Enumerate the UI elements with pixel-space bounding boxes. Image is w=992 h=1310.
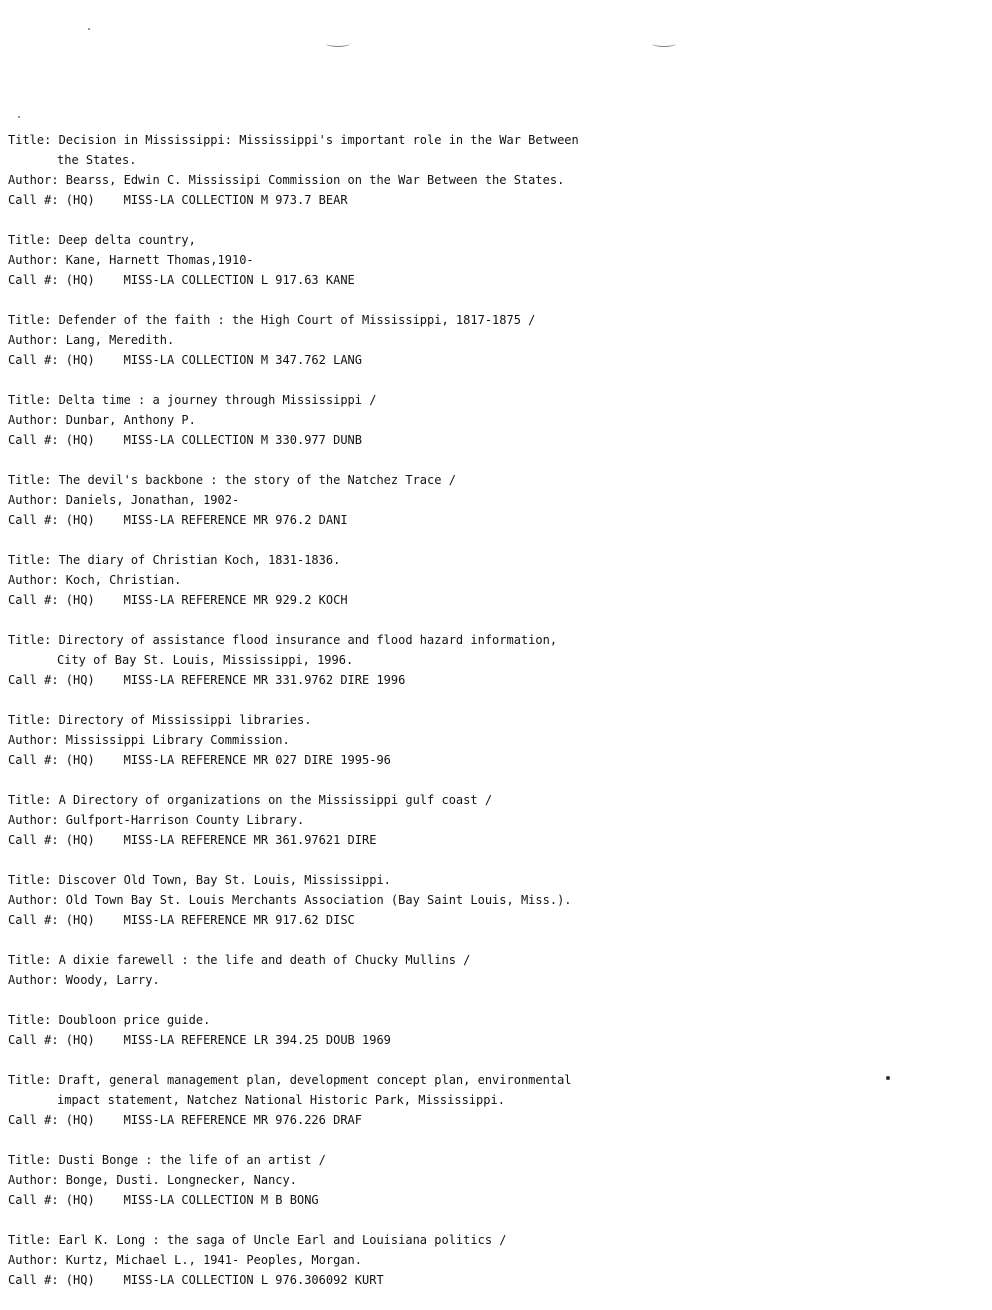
record-author: Author: Gulfport-Harrison County Library. — [8, 813, 305, 827]
punch-hole-mark-left — [326, 40, 350, 47]
record-author: Author: Mississippi Library Commission. — [8, 733, 290, 747]
catalog-record — [8, 390, 978, 450]
record-author: Author: Old Town Bay St. Louis Merchants Association (Bay Saint Louis, Miss.). — [8, 893, 572, 907]
catalog-record — [8, 870, 978, 930]
record-title-continued: impact statement, Natchez National Historic Park, Mississippi. — [57, 1093, 505, 1107]
scan-speck — [18, 116, 20, 118]
record-title: Title: Defender of the faith : the High Court of Mississippi, 1817-1875 / — [8, 313, 536, 327]
record-author: Author: Bearss, Edwin C. Mississipi Commission on the War Between the States. — [8, 173, 565, 187]
catalog-record — [8, 550, 978, 610]
record-author: Author: Dunbar, Anthony P. — [8, 413, 196, 427]
catalog-record — [8, 1150, 978, 1210]
scan-speck — [88, 28, 90, 30]
record-author: Author: Daniels, Jonathan, 1902- — [8, 493, 240, 507]
record-title: Title: A dixie farewell : the life and death of Chucky Mullins / — [8, 953, 471, 967]
catalog-record — [8, 630, 978, 690]
catalog-record — [8, 310, 978, 370]
catalog-record — [8, 130, 978, 210]
record-author: Author: Kane, Harnett Thomas,1910- — [8, 253, 254, 267]
record-call-number: Call #: (HQ) MISS-LA COLLECTION M 330.977 DUNB — [8, 433, 363, 447]
record-title: Title: Draft, general management plan, development concept plan, environmental — [8, 1073, 572, 1087]
record-title-continued: City of Bay St. Louis, Mississippi, 1996. — [57, 653, 354, 667]
record-call-number: Call #: (HQ) MISS-LA COLLECTION M B BONG — [8, 1193, 319, 1207]
catalog-record — [8, 470, 978, 530]
record-title: Title: Discover Old Town, Bay St. Louis, Mississippi. — [8, 873, 391, 887]
record-author: Author: Bonge, Dusti. Longnecker, Nancy. — [8, 1173, 297, 1187]
record-call-number: Call #: (HQ) MISS-LA REFERENCE MR 976.226 DRAF — [8, 1113, 363, 1127]
punch-hole-mark-right — [652, 40, 676, 47]
catalog-record — [8, 1070, 978, 1130]
catalog-record — [8, 950, 978, 990]
record-call-number: Call #: (HQ) MISS-LA REFERENCE MR 331.9762 DIRE 1996 — [8, 673, 406, 687]
record-author: Author: Koch, Christian. — [8, 573, 182, 587]
record-call-number: Call #: (HQ) MISS-LA REFERENCE MR 976.2 DANI — [8, 513, 348, 527]
catalog-records — [8, 130, 978, 1310]
record-title: Title: Deep delta country, — [8, 233, 196, 247]
record-author: Author: Woody, Larry. — [8, 973, 160, 987]
catalog-record — [8, 1230, 978, 1290]
record-call-number: Call #: (HQ) MISS-LA REFERENCE MR 027 DIRE 1995-96 — [8, 753, 391, 767]
record-title: Title: Earl K. Long : the saga of Uncle Earl and Louisiana politics / — [8, 1233, 507, 1247]
record-call-number: Call #: (HQ) MISS-LA COLLECTION M 347.762 LANG — [8, 353, 363, 367]
record-call-number: Call #: (HQ) MISS-LA COLLECTION L 976.306092 KURT — [8, 1273, 384, 1287]
record-title: Title: Directory of assistance flood insurance and flood hazard information, — [8, 633, 558, 647]
catalog-record — [8, 1010, 978, 1050]
record-title: Title: A Directory of organizations on the Mississippi gulf coast / — [8, 793, 493, 807]
record-title: Title: Directory of Mississippi libraries. — [8, 713, 312, 727]
record-call-number: Call #: (HQ) MISS-LA REFERENCE MR 929.2 KOCH — [8, 593, 348, 607]
record-call-number: Call #: (HQ) MISS-LA REFERENCE MR 361.97621 DIRE — [8, 833, 377, 847]
record-title: Title: Decision in Mississippi: Mississippi's important role in the War Between — [8, 133, 579, 147]
record-title: Title: Doubloon price guide. — [8, 1013, 211, 1027]
record-title: Title: The diary of Christian Koch, 1831-1836. — [8, 553, 341, 567]
record-title: Title: Delta time : a journey through Mississippi / — [8, 393, 377, 407]
record-title: Title: Dusti Bonge : the life of an artist / — [8, 1153, 326, 1167]
catalog-record — [8, 230, 978, 290]
record-title: Title: The devil's backbone : the story of the Natchez Trace / — [8, 473, 456, 487]
catalog-record — [8, 710, 978, 770]
record-call-number: Call #: (HQ) MISS-LA REFERENCE MR 917.62 DISC — [8, 913, 355, 927]
record-author: Author: Kurtz, Michael L., 1941- Peoples, Morgan. — [8, 1253, 363, 1267]
record-call-number: Call #: (HQ) MISS-LA COLLECTION M 973.7 BEAR — [8, 193, 348, 207]
record-author: Author: Lang, Meredith. — [8, 333, 175, 347]
catalog-record — [8, 790, 978, 850]
record-call-number: Call #: (HQ) MISS-LA COLLECTION L 917.63 KANE — [8, 273, 355, 287]
record-title-continued: the States. — [57, 153, 137, 167]
record-call-number: Call #: (HQ) MISS-LA REFERENCE LR 394.25 DOUB 1969 — [8, 1033, 391, 1047]
